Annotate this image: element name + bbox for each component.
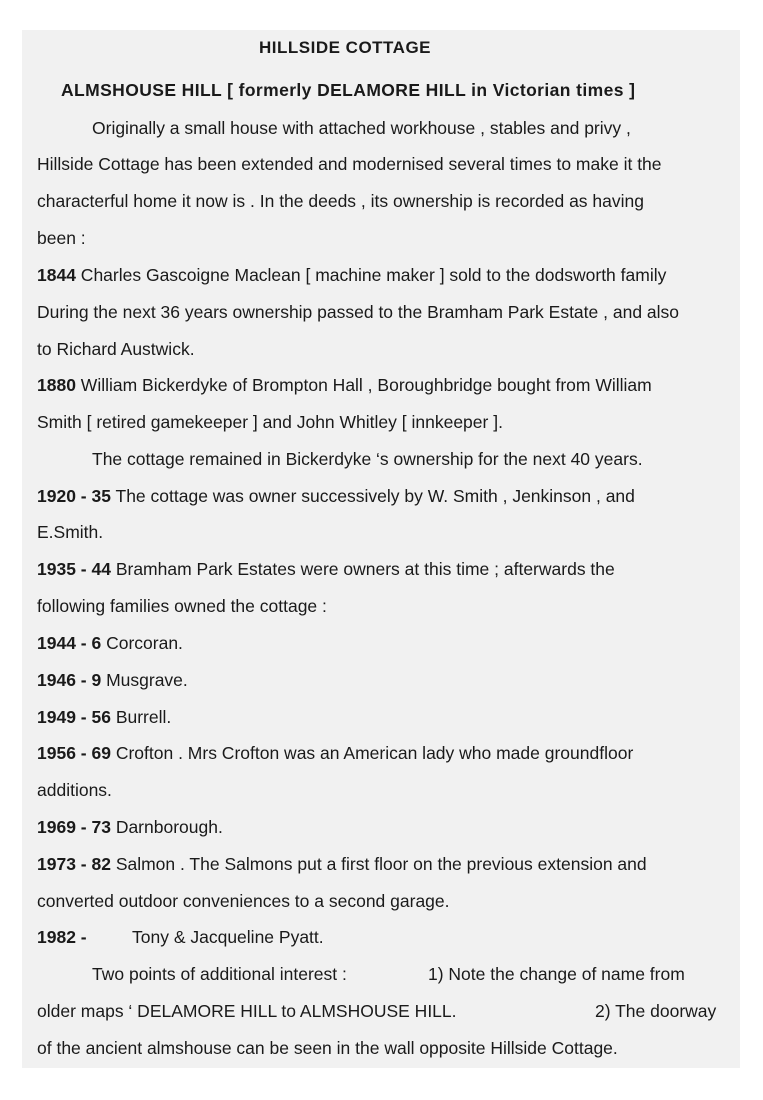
entry-1973-line-2: converted outdoor conveniences to a second garage. [37,891,450,911]
notes-intro: Two points of additional interest : [92,964,347,984]
entry-1982-text: Tony & Jacqueline Pyatt. [132,927,324,947]
note-1-end: older maps ‘ DELAMORE HILL to ALMSHOUSE HILL. [37,1001,457,1021]
intro-line-1: Originally a small house with attached workhouse , stables and privy , [92,118,631,138]
entry-text: Musgrave. [101,670,188,690]
intro-line-3: characterful home it now is . In the deeds , its ownership is recorded as having [37,191,644,211]
entry-1969 [37,816,223,838]
entry-1920 [37,485,635,507]
entry-year: 1969 - 73 [37,817,111,837]
entry-text: Bramham Park Estates were owners at this time ; afterwards the [110,559,615,579]
entry-1880 [37,374,652,396]
entry-1982 [37,926,87,948]
entry-1944 [37,632,183,654]
note-2-end: of the ancient almshouse can be seen in the wall opposite Hillside Cottage. [37,1038,618,1058]
document-page [22,30,740,1068]
entry-1844-line-2: During the next 36 years ownership passed to the Bramham Park Estate , and also [37,302,680,322]
entry-1844-line-3: to Richard Austwick. [37,339,195,359]
entry-1973 [37,853,647,875]
entry-1935 [37,558,615,580]
entry-text: Corcoran. [101,633,183,653]
intro-line-2: Hillside Cottage has been extended and modernised several times to make it the [37,154,662,174]
page-subtitle: ALMSHOUSE HILL [ formerly DELAMORE HILL in Victorian times ] [61,80,636,100]
page-title: HILLSIDE COTTAGE [259,38,432,57]
entry-1949 [37,706,171,728]
entry-text: Salmon . The Salmons put a first floor on the previous extension and [110,854,647,874]
entry-year: 1973 - 82 [37,854,111,874]
entry-year: 1946 - 9 [37,670,102,690]
entry-text: Darnborough. [110,817,223,837]
entry-year: 1880 [37,375,76,395]
entry-text: The cottage was owner successively by W. Smith , Jenkinson , and [110,486,635,506]
entry-year: 1956 - 69 [37,743,111,763]
entry-text: Crofton . Mrs Crofton was an American lady who made groundfloor [110,743,634,763]
entry-1920-line-2: E.Smith. [37,522,104,542]
entry-year: 1949 - 56 [37,707,111,727]
entry-text: Charles Gascoigne Maclean [ machine maker ] sold to the dodsworth family [75,265,667,285]
entry-1935-line-2: following families owned the cottage : [37,596,327,616]
entry-text: William Bickerdyke of Brompton Hall , Boroughbridge bought from William [75,375,652,395]
note-2-start: 2) The doorway [595,1001,717,1021]
entry-year: 1920 - 35 [37,486,111,506]
entry-text: Burrell. [110,707,172,727]
entry-1946 [37,669,188,691]
entry-year: 1844 [37,265,76,285]
entry-year: 1944 - 6 [37,633,102,653]
entry-1844 [37,264,666,286]
entry-1880-line-2: Smith [ retired gamekeeper ] and John Whitley [ innkeeper ]. [37,412,503,432]
entry-year: 1935 - 44 [37,559,111,579]
entry-year: 1982 - [37,927,87,947]
entry-1956 [37,742,633,764]
intro-line-4: been : [37,228,86,248]
bickerdyke-paragraph: The cottage remained in Bickerdyke ‘s ownership for the next 40 years. [92,449,643,469]
note-1-start: 1) Note the change of name from [428,964,685,984]
entry-1956-line-2: additions. [37,780,112,800]
